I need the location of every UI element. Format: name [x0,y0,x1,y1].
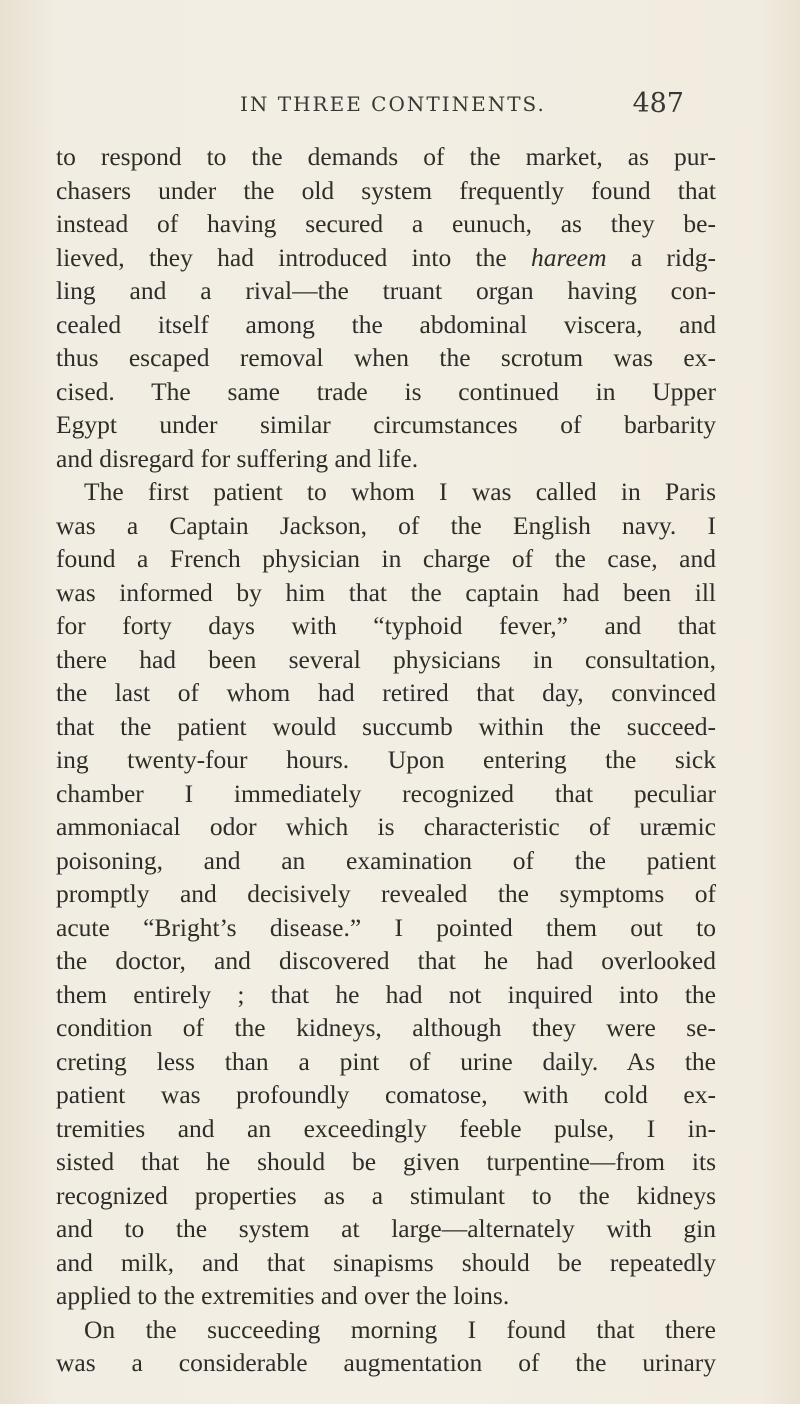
italic-word: hareem [531,242,607,272]
page-number: 487 [632,88,684,119]
text-line: The first patient to whom I was called in Paris [84,477,716,506]
text-line: creting less than a pint of urine daily. As the [56,1046,716,1076]
text-segment: a ridg- [606,242,716,272]
text-line: found a French physician in charge of the case, and [56,544,716,573]
text-line: was a Captain Jackson, of the English navy. I [56,510,716,540]
text-line: instead of having secured a eunuch, as they be- [56,209,716,238]
text-segment: lieved, they had introduced into the [56,242,531,272]
text-line: ammoniacal odor which is characteristic of uræmic [56,812,716,841]
page-header [70,88,730,128]
text-line: and to the system at large—alternately with gin [56,1214,716,1243]
text-line: thus escaped removal when the scrotum was ex- [56,343,716,372]
text-line: poisoning, and an examination of the patient [56,845,716,875]
text-line: acute “Bright’s disease.” I pointed them out to [56,912,716,942]
text-line: patient was profoundly comatose, with cold ex- [56,1080,716,1109]
text-line: On the succeeding morning I found that there [84,1314,716,1344]
text-line: the doctor, and discovered that he had overlooked [56,946,716,975]
text-line: cised. The same trade is continued in Upper [56,376,716,406]
running-head: IN THREE CONTINENTS. [240,92,546,116]
text-line: tremities and an exceedingly feeble pulse, I in- [56,1113,716,1143]
text-line: and milk, and that sinapisms should be repeatedly [56,1247,716,1277]
text-line: Egypt under similar circumstances of barbarity [56,410,716,439]
body-text [56,140,716,1380]
text-line: for forty days with “typhoid fever,” and that [56,611,716,640]
text-line: promptly and decisively revealed the symptoms of [56,879,716,908]
text-line: was a considerable augmentation of the urinary [56,1348,716,1377]
text-line: condition of the kidneys, although they were se- [56,1013,716,1042]
text-line: was informed by him that the captain had been ill [56,577,716,607]
text-line: chasers under the old system frequently found that [56,175,716,205]
text-line: and disregard for suffering and life. [56,443,419,473]
text-line: applied to the extremities and over the loins. [56,1281,510,1310]
text-line-with-italic [56,241,716,275]
text-line: to respond to the demands of the market, as pur- [56,142,716,171]
text-line: recognized properties as a stimulant to the kidneys [56,1180,716,1210]
text-line: ling and a rival—the truant organ having con- [56,276,716,305]
text-line: cealed itself among the abdominal viscera, and [56,309,716,339]
text-line: ing twenty-four hours. Upon entering the sick [56,745,716,774]
text-line: that the patient would succumb within the succeed- [56,711,716,741]
text-line: sisted that he should be given turpentine—from its [56,1147,716,1176]
text-line: chamber I immediately recognized that peculiar [56,778,716,808]
text-line: them entirely ; that he had not inquired into the [56,979,716,1009]
text-line: there had been several physicians in consultation, [56,644,716,674]
text-line: the last of whom had retired that day, convinced [56,678,716,707]
